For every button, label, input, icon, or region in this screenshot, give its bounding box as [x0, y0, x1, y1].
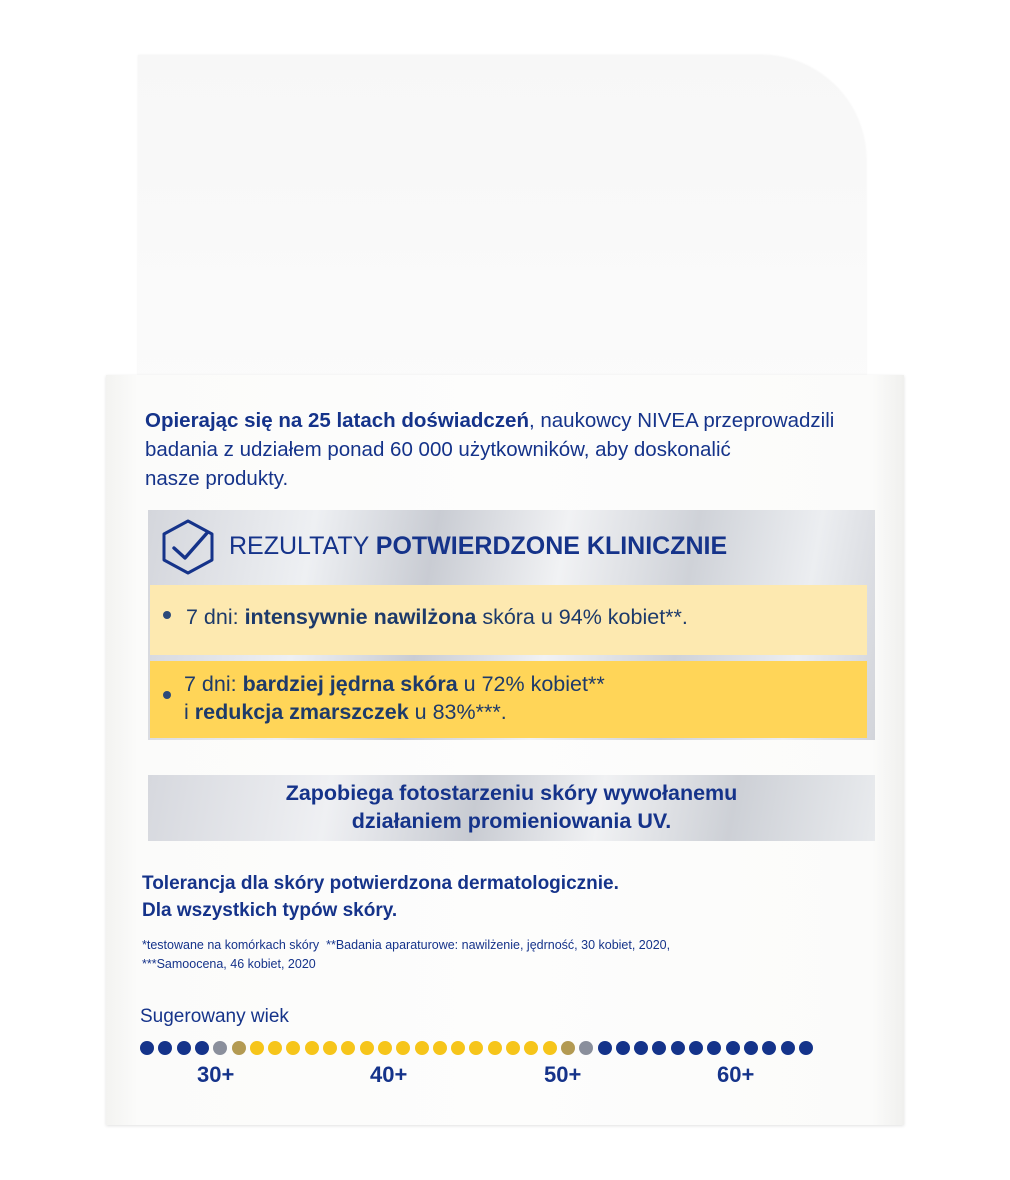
item2-pre2: i [184, 700, 195, 724]
result-item-1-text [186, 603, 688, 631]
age-dot [506, 1041, 520, 1055]
uv-line1: Zapobiega fotostarzeniu skóry wywołanemu [285, 781, 738, 805]
uv-protection-text [148, 779, 875, 835]
item1-pre: 7 dni: [186, 605, 245, 629]
age-dot [671, 1041, 685, 1055]
intro-line3: nasze produkty. [145, 467, 289, 490]
age-dot [213, 1041, 227, 1055]
result-item-2-text [184, 670, 605, 726]
item1-bold: intensywnie nawilżona [244, 605, 477, 629]
age-dot [305, 1041, 319, 1055]
age-dot [250, 1041, 264, 1055]
age-dot [341, 1041, 355, 1055]
intro-bold: Opierając się na 25 latach doświadczeń [145, 409, 529, 432]
age-dot [488, 1041, 502, 1055]
age-dot [396, 1041, 410, 1055]
age-dot [378, 1041, 392, 1055]
intro-text [145, 406, 890, 493]
results-heading [229, 532, 727, 561]
bullet-dot-1 [163, 611, 171, 619]
age-label-60: 60+ [717, 1062, 755, 1087]
age-dot [689, 1041, 703, 1055]
age-dot [707, 1041, 721, 1055]
age-dot [195, 1041, 209, 1055]
uv-line2: działaniem promieniowania UV. [351, 809, 672, 833]
intro-line2: badania z udziałem ponad 60 000 użytkowników, aby doskonalić [145, 438, 731, 461]
tolerance-line1: Tolerancja dla skóry potwierdzona dermatologicznie. [142, 873, 619, 894]
age-dot [744, 1041, 758, 1055]
shield-check-icon [160, 518, 216, 576]
age-dot [158, 1041, 172, 1055]
age-dot [616, 1041, 630, 1055]
age-dot [781, 1041, 795, 1055]
age-dot [762, 1041, 776, 1055]
age-dot [268, 1041, 282, 1055]
age-dot [232, 1041, 246, 1055]
age-dot [469, 1041, 483, 1055]
age-dot [543, 1041, 557, 1055]
item1-post: skóra u 94% kobiet**. [476, 605, 688, 629]
bullet-dot-2 [163, 691, 171, 699]
age-dot [286, 1041, 300, 1055]
tolerance-text [142, 870, 619, 924]
footnotes [142, 936, 670, 974]
results-label-bold: POTWIERDZONE KLINICZNIE [375, 532, 728, 560]
age-dot [579, 1041, 593, 1055]
age-label-50: 50+ [544, 1062, 582, 1087]
results-label-normal: REZULTATY [229, 532, 376, 560]
age-dot [415, 1041, 429, 1055]
age-dot [451, 1041, 465, 1055]
age-dot [524, 1041, 538, 1055]
item2-pre: 7 dni: [184, 672, 243, 696]
tolerance-line2: Dla wszystkich typów skóry. [142, 900, 398, 921]
age-label-30: 30+ [197, 1062, 235, 1087]
footnote-line2: ***Samoocena, 46 kobiet, 2020 [142, 957, 316, 971]
age-dot [177, 1041, 191, 1055]
age-dot [726, 1041, 740, 1055]
age-dot [561, 1041, 575, 1055]
age-dot [598, 1041, 612, 1055]
age-dot [360, 1041, 374, 1055]
age-dot [652, 1041, 666, 1055]
item2-post1: u 72% kobiet** [457, 672, 605, 696]
age-dot [323, 1041, 337, 1055]
age-dot [433, 1041, 447, 1055]
item2-bold2: redukcja zmarszczek [194, 700, 409, 724]
item2-bold1: bardziej jędrna skóra [242, 672, 458, 696]
jar-lid [138, 55, 866, 400]
age-scale-dots [140, 1041, 840, 1057]
item2-post2: u 83%***. [408, 700, 507, 724]
age-label-40: 40+ [370, 1062, 408, 1087]
suggested-age-title: Sugerowany wiek [140, 1006, 289, 1027]
age-dot [634, 1041, 648, 1055]
intro-rest: , naukowcy NIVEA przeprowadzili [528, 409, 835, 432]
age-dot [140, 1041, 154, 1055]
age-dot [799, 1041, 813, 1055]
footnote-line1: *testowane na komórkach skóry **Badania aparaturowe: nawilżenie, jędrność, 30 kobiet, 2020, [142, 938, 671, 952]
